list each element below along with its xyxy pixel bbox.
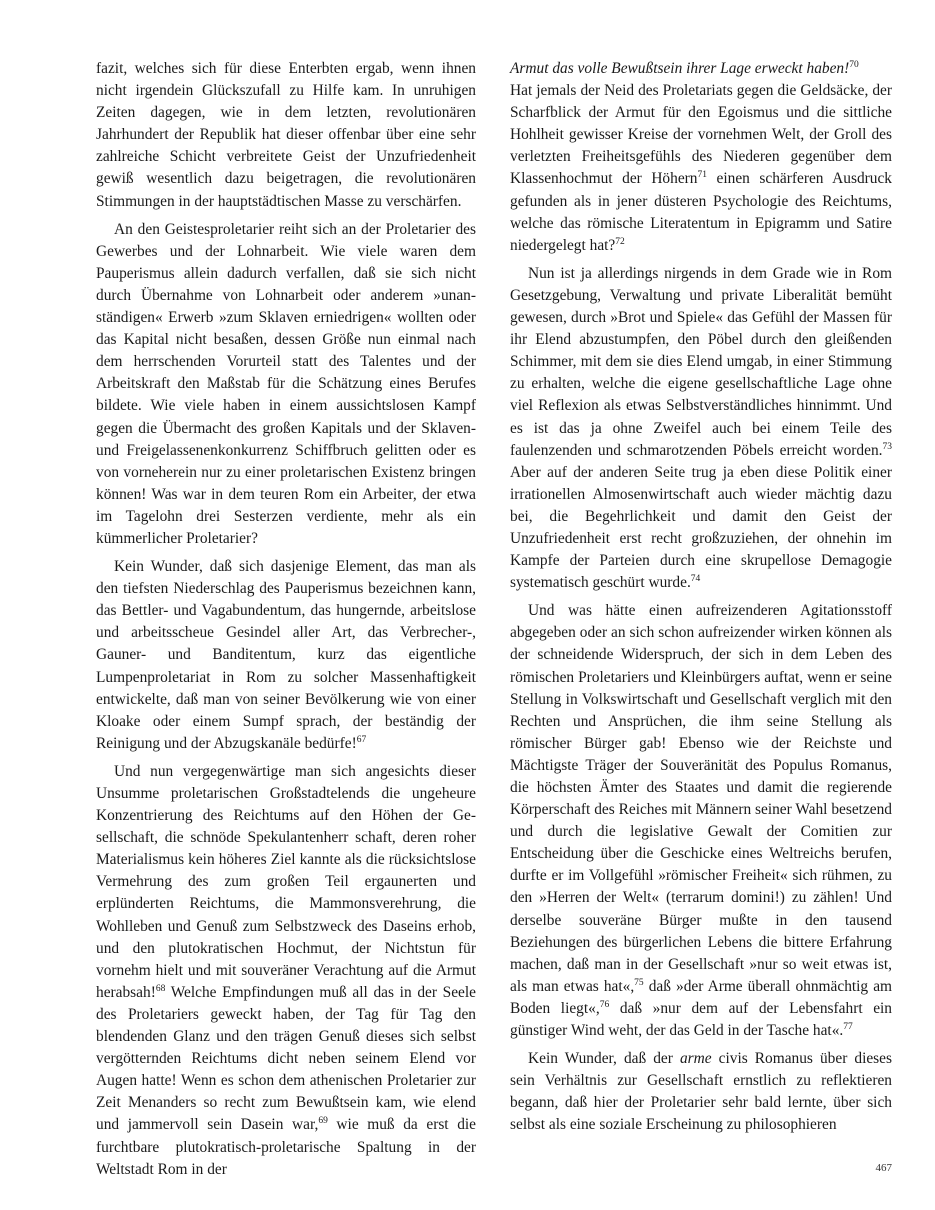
- footnote-ref: 68: [155, 983, 166, 994]
- paragraph-text: Welche Empfindungen muß all das in der Seele des Proletariers geweckt haben, der Tag für Tag den blendenden Glanz und den trägen Genuß dieses sich selbst vergötternden Reichtums dicht neben seinem Elend vor Augen hatte! Wenn es schon dem athenischen Proletarier zur Zeit Menanders so recht zum Bewußtsein kam, wie elend und jammervoll sein Dasein war,: [96, 983, 476, 1134]
- paragraph: [96, 761, 476, 1181]
- paragraph: [96, 556, 476, 755]
- footnote-ref: 69: [318, 1116, 328, 1127]
- paragraph-text: einen schärferen Ausdruck gefunden als in jener düsteren Psychologie des Reichtums, welche das römische Literatentum in Epigramm und Satire niedergelegt hat?: [510, 170, 893, 254]
- paragraph-text: daß »der Arme überall ohnmächtig am Boden liegt«,: [510, 977, 892, 1017]
- italic-text: arme: [679, 1050, 712, 1068]
- paragraph-text: An den Geistesproletarier reiht sich an der Proletarier des Gewerbes und der Lohnarbeit. Wie viele waren dem Pauperismus allein dadurch verfallen, daß sie sich nicht durch Übernahme von Lohnarbeit oder anderem »unanständigen« Erwerb »zum Sklaven erniedrigen« wollten oder das Kapital nicht besaßen, dessen Größe nun einmal nach dem herrschenden Vorurteil statt des Talentes und der Arbeitskraft den Maßstab für die Schätzung eines Berufes bildete. Wie viele haben in einem aussichtslosen Kampf gegen die Übermacht des großen Kapitals und der Sklaven- und Freigelassenenkonkurrenz Schiffbruch gelitten oder es von vorneherein nur zu einer proletarischen Existenz bringen können! Was war in dem teuren Rom ein Arbeiter, der etwa im Tagelohn drei Sesterzen verdiente, mehr als ein kümmerlicher Proletarier?: [96, 220, 476, 547]
- italic-text: Armut das volle Bewußtsein ihrer Lage erweckt haben!: [510, 60, 850, 77]
- right-column: [510, 58, 892, 1137]
- paragraph-text: daß »nur dem auf der Lebensfahrt ein günstiger Wind weht, der das Geld in der Tasche hat«.: [510, 999, 893, 1040]
- paragraph-text: wie muß da erst die furchtbare plutokratisch-proletarische Spaltung in der Weltstadt Rom in der: [96, 1116, 476, 1178]
- footnote-ref: 74: [690, 574, 701, 585]
- page-number: 467: [875, 1162, 892, 1174]
- paragraph-text: Nun ist ja allerdings nirgends in dem Grade wie in Rom Gesetzgebung, Verwaltung und private Liberalität bemüht gewesen, durch »Brot und Spiele« das Gefühl der Massen für ihr Elend abzustumpfen, den Pöbel durch den gleißenden Schimmer, mit dem sie dies Elend umgab, in einer Stimmung zu erhalten, welche die eigene gesellschaftliche Lage ohne viel Reflexion als etwas Selbstverständliches hinnimmt. Und es ist das ja ohne Zweifel auch bei einem Teile des faulenzenden und schmarotzenden Pöbels erreicht worden.: [510, 264, 892, 459]
- left-column: [96, 58, 476, 1181]
- paragraph: [96, 58, 476, 213]
- footnote-ref: 77: [843, 1021, 853, 1032]
- footnote-ref: 75: [634, 977, 644, 988]
- footnote-ref: 72: [615, 236, 625, 247]
- paragraph: [510, 1048, 892, 1136]
- paragraph: [96, 219, 476, 550]
- footnote-ref: 76: [599, 999, 610, 1010]
- footnote-ref: 67: [356, 734, 367, 745]
- paragraph-text: Hat jemals der Neid des Proletariats gegen die Geldsäcke, der Scharfblick der Armut für den Egoismus und die sittliche Hohlheit gewisser Kreise der vornehmen Welt, der Groll des verletzten Freiheitsgefühls des Niederen gegenüber dem Klassenhochmut der Höhern: [510, 82, 892, 188]
- paragraph-text: Und nun vergegenwärtige man sich angesichts dieser Unsumme proletarischen Großstadtelends die ungeheure Konzentrierung des Reichtums auf den Höhen der Gesellschaft, die schnöde Spekulantenherr schaft, deren roher Materialismus kein höheres Ziel kannte als die rücksichtslose Vermehrung des zum großen Teil ergaunerten und erplünderten Reichtums, die Mammonsverehrung, die Wohlleben und Genuß zum Selbstzweck des Daseins erhob, und den plutokratischen Hochmut, der Nichtstun für vornehm hielt und mit souveräner Verachtung auf die Armut herabsah!: [96, 762, 476, 1001]
- paragraph: [510, 263, 892, 594]
- paragraph: [510, 58, 892, 257]
- footnote-ref: 71: [697, 170, 707, 181]
- footnote-ref: 70: [849, 59, 859, 70]
- paragraph-text: Und was hätte einen aufreizenderen Agitationsstoff abgegeben oder an sich schon aufreizender wirken können als der schneidende Widerspruch, der sich in dem Leben des römischen Proletariers und Kleinbürgers auftat, wenn er seine Stellung in Volkswirtschaft und Gesellschaft verglich mit den Rechten und Ansprüchen, die ihm seine Stellung als römischer Bürger gab! Ebenso wie der Reichste und Mächtigste Träger der Souveränität des Populus Romanus, die höchsten Ämter des Staates und damit die regierende Körperschaft des Reiches mit Männern seiner Wahl besetzend und durch die legislative Gewalt der Comitien zur Entscheidung über die Geschicke eines Weltreichs berufen, durfte er im Vollgefühl »römischer Freiheit« sich rühmen, zu den »Herren der Welt« (terrarum domini!) zu zählen! Und derselbe souveräne Bürger mußte in den tausend Beziehungen des bürgerlichen Lebens die bittere Erfahrung machen, daß man in der Gesellschaft »nur so weit etwas ist, als man etwas hat«,: [510, 602, 892, 995]
- paragraph-text: Kein Wunder, daß der: [528, 1050, 680, 1068]
- paragraph: [510, 600, 892, 1042]
- paragraph-text: fazit, welches sich für diese Enterbten ergab, wenn ihnen nicht irgendein Glückszufall zu Hilfe kam. In unruhigen Zeiten dagegen, wie in dem letzten, revolutionären Jahrhundert der Republik hat dieser offenbar über eine sehr zahlreiche Schicht verbreitete Geist der Unzufriedenheit gewiß wesentlich dazu beigetragen, die revolutionären Stimmungen in der hauptstädtischen Masse zu verschärfen.: [96, 60, 476, 210]
- paragraph-text: civis Romanus über dieses sein Verhältnis zur Gesellschaft ernstlich zu reflektieren begann, daß hier der Proletarier sehr bald lernte, über sich selbst als eine soziale Erscheinung zu philosophieren: [510, 1050, 892, 1134]
- paragraph-text: Kein Wunder, daß sich dasjenige Element, das man als den tiefsten Niederschlag des Pauperismus bezeichnen kann, das Bettler- und Vagabundentum, das hungernde, arbeitslose und arbeitsscheue Gesindel aller Art, das Verbrecher-, Gauner- und Banditentum, kurz das eigentliche Lumpenproletariat in Rom zu solcher Massenhaftigkeit entwickelte, daß man von seiner Bevölkerung wie von einer Kloake oder einem Sumpf sprach, der beständig der Reinigung und der Abzugskanäle bedürfe!: [96, 558, 476, 752]
- footnote-ref: 73: [882, 441, 892, 452]
- paragraph-text: Aber auf der anderen Seite trug ja eben diese Politik einer irrationellen Almosenwirtschaft auch wieder mächtig dazu bei, die Begehrlichkeit und damit den Geist der Unzufriedenheit erst recht großzuziehen, der ohnehin im Kampfe der Parteien durch eine skrupellose Demagogie systematisch geschürt wurde.: [510, 463, 892, 592]
